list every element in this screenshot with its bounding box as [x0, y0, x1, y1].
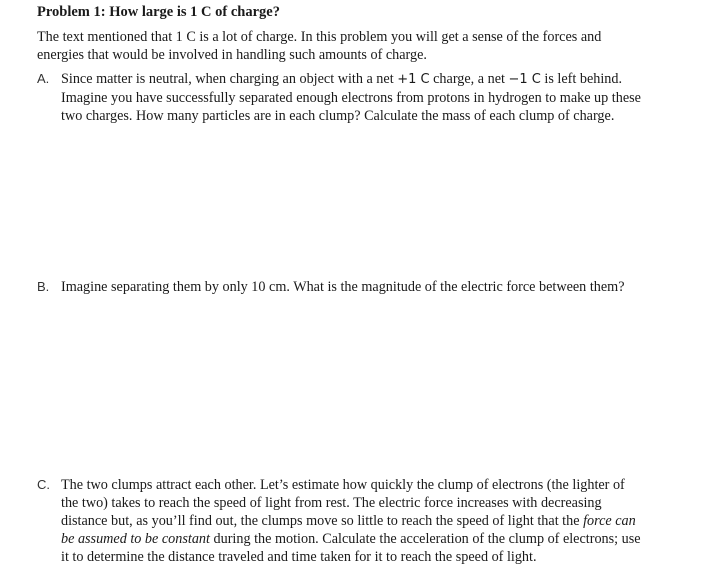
part-a-line-1-post: is left behind.: [540, 71, 623, 87]
intro-line-2: energies that would be involved in handling such amounts of charge.: [37, 47, 427, 63]
part-a-text: [61, 70, 717, 125]
part-c-line-3-emphasis: force can: [583, 513, 636, 529]
part-b-line-1: Imagine separating them by only 10 cm. What is the magnitude of the electric force between them?: [61, 279, 625, 295]
part-c-marker: C.: [37, 477, 50, 492]
negative-charge-value: −1 C: [508, 72, 541, 87]
part-c-line-4: [61, 530, 717, 548]
part-c-text: [61, 476, 717, 566]
part-a-marker: A.: [37, 71, 50, 86]
part-c-line-4-emphasis: be assumed to be constant: [61, 531, 210, 547]
part-c-line-5: it to determine the distance traveled and time taken for it to reach the speed of light.: [61, 549, 537, 565]
part-a-line-3: two charges. How many particles are in each clump? Calculate the mass of each clump of charge.: [61, 108, 615, 124]
problem-intro: [37, 28, 697, 64]
part-c-line-2: the two) takes to reach the speed of light from rest. The electric force increases with decreasing: [61, 495, 602, 511]
part-b-text: [61, 278, 717, 296]
part-a-line-2: Imagine you have successfully separated enough electrons from protons in hydrogen to make up these: [61, 90, 641, 106]
part-a-line-1-mid: charge, a net: [429, 71, 509, 87]
part-c-line-3-pre: distance but, as you’ll find out, the clumps move so little to reach the speed of light that the: [61, 513, 584, 529]
positive-charge-value: +1 C: [397, 72, 430, 87]
part-c-line-1: The two clumps attract each other. Let’s estimate how quickly the clump of electrons (the lighter of: [61, 477, 625, 493]
part-b-marker: B.: [37, 279, 50, 294]
intro-line-1: The text mentioned that 1 C is a lot of charge. In this problem you will get a sense of the forces and: [37, 29, 602, 45]
part-c-line-3: [61, 512, 717, 530]
part-a-line-1: [61, 70, 717, 89]
problem-title: Problem 1: How large is 1 C of charge?: [37, 4, 280, 20]
part-a-line-1-pre: Since matter is neutral, when charging an object with a net: [61, 71, 398, 87]
part-c-line-4-post: during the motion. Calculate the acceleration of the clump of electrons; use: [209, 531, 641, 547]
